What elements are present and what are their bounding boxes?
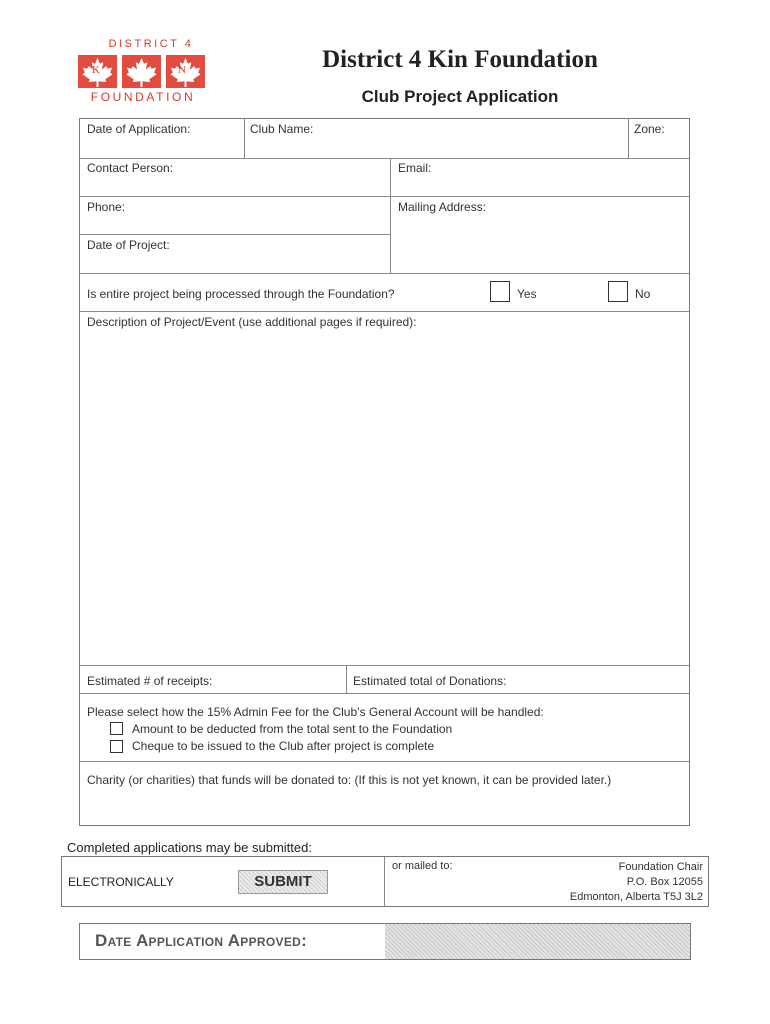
- estimated-donations-label: Estimated total of Donations:: [353, 674, 507, 688]
- no-label: No: [635, 287, 651, 301]
- email-label: Email:: [398, 161, 432, 175]
- date-approved-label: Date Application Approved:: [95, 931, 308, 950]
- estimated-receipts-label: Estimated # of receipts:: [87, 674, 213, 688]
- yes-label: Yes: [517, 287, 537, 301]
- address-line: Foundation Chair: [618, 861, 703, 873]
- club-name-label: Club Name:: [250, 122, 314, 136]
- logo-letter-n: N: [178, 64, 186, 76]
- logo-bottom-text: FOUNDATION: [90, 90, 196, 104]
- contact-person-label: Contact Person:: [87, 161, 174, 175]
- mailing-address: [500, 860, 703, 905]
- admin-option1-checkbox[interactable]: [110, 722, 123, 735]
- mailed-to-label: or mailed to:: [392, 860, 453, 872]
- processed-question: Is entire project being processed through the Foundation?: [87, 287, 395, 301]
- phone-label: Phone:: [87, 200, 126, 214]
- charity-label: Charity (or charities) that funds will be donated to: (If this is not yet known, it can be provided later.): [87, 773, 612, 787]
- zone-label: Zone:: [634, 122, 665, 136]
- electronically-label: ELECTRONICALLY: [68, 875, 174, 889]
- page-title: District 4 Kin Foundation: [322, 46, 598, 73]
- admin-fee-question: Please select how the 15% Admin Fee for the Club’s General Account will be handled:: [87, 705, 544, 719]
- submission-heading: Completed applications may be submitted:: [67, 840, 312, 855]
- date-approved-field[interactable]: [385, 924, 690, 959]
- maple-leaf-icon: [122, 55, 161, 88]
- application-form: [79, 118, 690, 826]
- date-of-project-label: Date of Project:: [87, 238, 170, 252]
- description-label: Description of Project/Event (use additional pages if required):: [87, 315, 417, 329]
- admin-option2-checkbox[interactable]: [110, 740, 123, 753]
- address-line: P.O. Box 12055: [626, 876, 703, 888]
- date-of-application-label: Date of Application:: [87, 122, 191, 136]
- admin-option2-label: Cheque to be issued to the Club after project is complete: [132, 739, 435, 753]
- logo-top-text: DISTRICT 4: [108, 38, 194, 50]
- no-checkbox[interactable]: [608, 281, 628, 302]
- yes-checkbox[interactable]: [490, 281, 510, 302]
- mailing-address-label: Mailing Address:: [398, 200, 487, 214]
- address-line: Edmonton, Alberta T5J 3L2: [569, 891, 703, 903]
- submit-button[interactable]: SUBMIT: [238, 870, 328, 894]
- logo-letter-k: K: [92, 64, 100, 76]
- admin-option1-label: Amount to be deducted from the total sent to the Foundation: [132, 722, 453, 736]
- page-subtitle: Club Project Application: [361, 87, 559, 106]
